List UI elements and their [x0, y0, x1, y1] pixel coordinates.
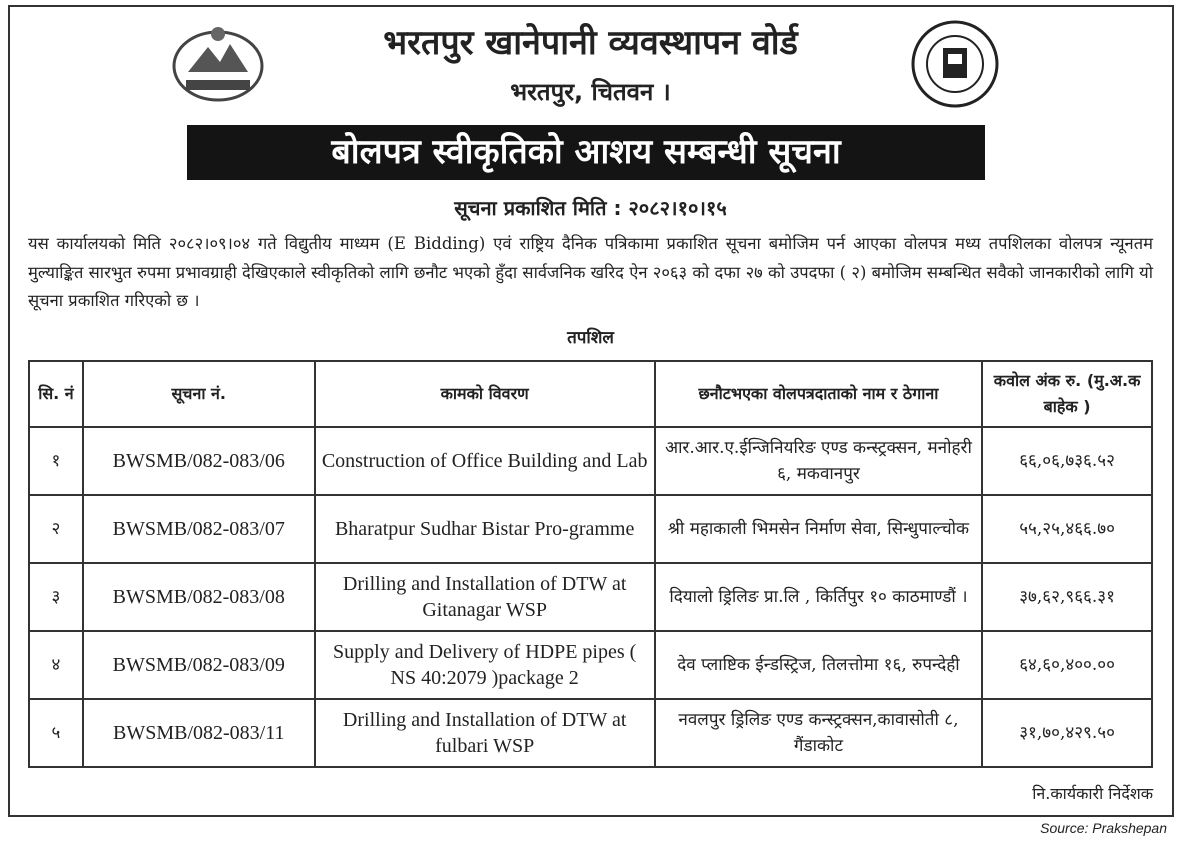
bid-amount: ३१,७०,४२९.५० [982, 699, 1152, 767]
notice-no: BWSMB/082-083/06 [83, 427, 315, 495]
notice-no: BWSMB/082-083/09 [83, 631, 315, 699]
header-work-description: कामको विवरण [315, 361, 655, 427]
serial: ४ [29, 631, 83, 699]
table-row [29, 699, 1152, 767]
publication-date: सूचना प्रकाशित मिति : २०८२।१०।१५ [454, 196, 727, 220]
work-description: Construction of Office Building and Lab [315, 427, 655, 495]
notice-paragraph: यस कार्यालयको मिति २०८२।०९।०४ गते विद्युतीय माध्यम (E Bidding) एवं राष्ट्रिय दैनिक पत्रिकामा प्रकाशित सूचना बमोजिम पर्न आएका वोलपत्र मध्य तपशिलका वोलपत्र न्यूनतम मुल्याङ्कित सारभुत रुपमा प्रभावग्राही देखिएकाले स्वीकृतिको लागि छनौट भएको हुँदा सार्वजनिक खरिद ऐन २०६३ को दफा २७ को उपदफा ( २) बमोजिम सम्बन्धित सवैको जानकारीको लागि यो सूचना प्रकाशित गरिएको छ । [28, 234, 1153, 310]
notice-no: BWSMB/082-083/08 [83, 563, 315, 631]
bidder: देव प्लाष्टिक ईन्डस्ट्रिज, तिलत्तोमा १६, रुपन्देही [655, 631, 982, 699]
serial: २ [29, 495, 83, 563]
table-row [29, 427, 1152, 495]
header-notice-no: सूचना नं. [83, 361, 315, 427]
table-row [29, 495, 1152, 563]
bid-amount: ६६,०६,७३६.५२ [982, 427, 1152, 495]
header-bid-amount: कवोल अंक रु. (मु.अ.क बाहेक ) [982, 361, 1152, 427]
serial: ३ [29, 563, 83, 631]
header-serial: सि. नं [29, 361, 83, 427]
serial: ५ [29, 699, 83, 767]
table-row [29, 563, 1152, 631]
awarded-bids-table [28, 360, 1153, 768]
organization-location: भरतपुर, चितवन । [510, 78, 671, 106]
notice-title-banner: बोलपत्र स्वीकृतिको आशय सम्बन्धी सूचना [187, 125, 985, 180]
bid-amount: ६४,६०,४००.०० [982, 631, 1152, 699]
signatory: नि.कार्यकारी निर्देशक [1032, 784, 1153, 803]
board-seal-logo [905, 20, 1005, 108]
table-header-row [29, 361, 1152, 427]
bidder: आर.आर.ए.ईन्जिनियरिङ एण्ड कन्स्ट्रक्सन, मनोहरी ६, मकवानपुर [655, 427, 982, 495]
organization-name: भरतपुर खानेपानी व्यवस्थापन वोर्ड [383, 23, 798, 63]
bid-amount: ५५,२५,४६६.७० [982, 495, 1152, 563]
header-bidder: छनौटभएका वोलपत्रदाताको नाम र ठेगाना [655, 361, 982, 427]
bidder: श्री महाकाली भिमसेन निर्माण सेवा, सिन्धुपाल्चोक [655, 495, 982, 563]
bidder: नवलपुर ड्रिलिङ एण्ड कन्स्ट्रक्सन,कावासोती ८, गैंडाकोट [655, 699, 982, 767]
bidder: दियालो ड्रिलिङ प्रा.लि , किर्तिपुर १० काठमाण्डौं । [655, 563, 982, 631]
work-description: Drilling and Installation of DTW at fulbari WSP [315, 699, 655, 767]
work-description: Supply and Delivery of HDPE pipes ( NS 40:2079 )package 2 [315, 631, 655, 699]
table-row [29, 631, 1152, 699]
work-description: Drilling and Installation of DTW at Gitanagar WSP [315, 563, 655, 631]
notice-no: BWSMB/082-083/11 [83, 699, 315, 767]
bid-amount: ३७,६२,९६६.३१ [982, 563, 1152, 631]
serial: १ [29, 427, 83, 495]
work-description: Bharatpur Sudhar Bistar Pro-gramme [315, 495, 655, 563]
source-credit: Source: Prakshepan [1040, 820, 1167, 836]
schedule-title: तपशिल [567, 328, 614, 348]
notice-no: BWSMB/082-083/07 [83, 495, 315, 563]
